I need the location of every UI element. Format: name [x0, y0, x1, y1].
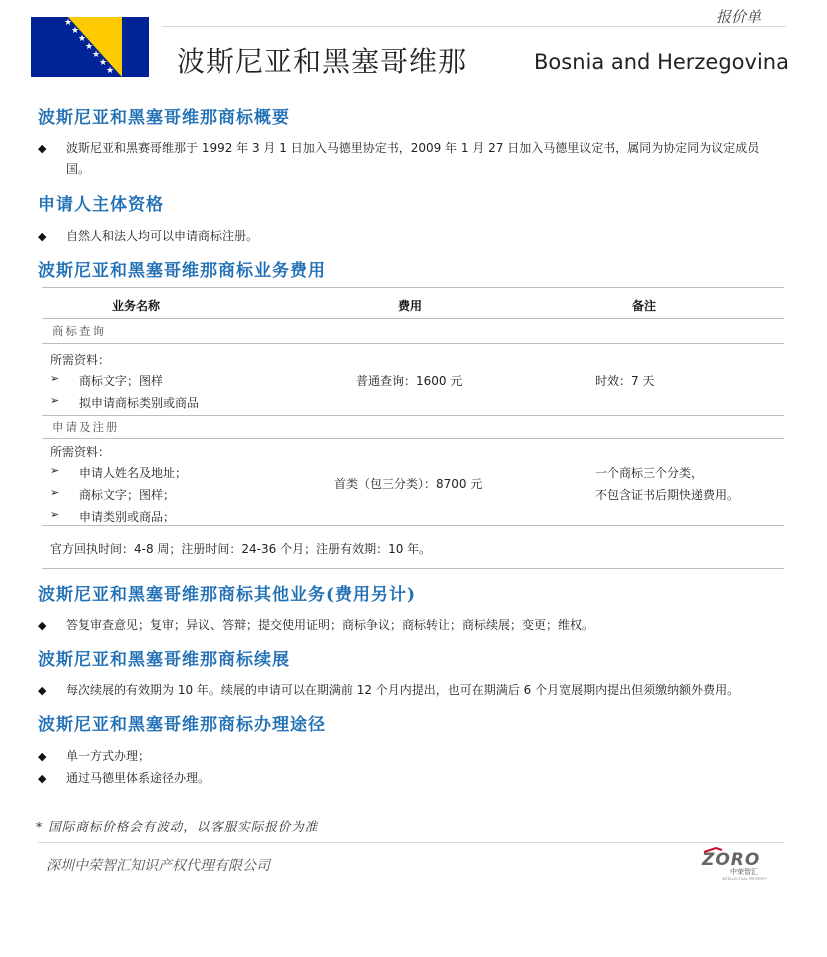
table-row-rule [42, 438, 784, 439]
diamond-bullet-icon: ◆ [38, 230, 47, 243]
section-heading-channels: 波斯尼亚和黑塞哥维那商标办理途径 [38, 715, 326, 735]
company-name: 深圳中荣智汇知识产权代理有限公司 [46, 858, 270, 874]
search-fee: 普通查询：1600 元 [356, 374, 463, 388]
registration-material-item: 申请类别或商品； [79, 510, 176, 524]
section-heading-eligibility: 申请人主体资格 [38, 195, 164, 215]
diamond-bullet-icon: ◆ [38, 142, 47, 155]
diamond-bullet-icon: ◆ [38, 750, 47, 763]
svg-text:★: ★ [71, 26, 80, 36]
eligibility-bullet [38, 226, 778, 247]
arrow-bullet-icon: ➢ [50, 486, 60, 499]
registration-remark-line1: 一个商标三个分类， [595, 466, 704, 480]
channel-bullet [38, 746, 778, 767]
overview-bullet [38, 138, 778, 180]
page-title-chinese: 波斯尼亚和黑塞哥维那 [177, 45, 468, 78]
column-header-fee: 费用 [398, 299, 423, 313]
svg-text:★: ★ [92, 50, 101, 60]
column-header-service: 业务名称 [112, 299, 161, 313]
arrow-bullet-icon: ➢ [50, 508, 60, 521]
registration-materials-label: 所需资料： [50, 445, 111, 459]
search-material-item: 商标文字；图样 [79, 374, 164, 388]
timeline-text: 官方回执时间：4-8 周；注册时间：24-36 个月；注册有效期：10 年。 [50, 542, 432, 556]
channel-bullet [38, 768, 778, 789]
header-divider [162, 26, 786, 27]
bosnia-flag-image [31, 17, 149, 77]
arrow-bullet-icon: ➢ [50, 372, 60, 385]
diamond-bullet-icon: ◆ [38, 684, 47, 697]
footer-divider [38, 842, 784, 843]
diamond-bullet-icon: ◆ [38, 772, 47, 785]
table-row-rule [42, 525, 784, 526]
svg-text:★: ★ [78, 34, 87, 44]
other-bullet [38, 615, 778, 636]
search-remark: 时效：7 天 [595, 374, 655, 388]
subhead-search: 商标查询 [52, 324, 106, 338]
section-heading-renewal: 波斯尼亚和黑塞哥维那商标续展 [38, 650, 290, 670]
arrow-bullet-icon: ➢ [50, 464, 60, 477]
other-text: 答复审查意见；复审；异议、答辩；提交使用证明；商标争议；商标转让；商标续展；变更；维权。 [66, 618, 595, 632]
table-bottom-rule [42, 568, 784, 569]
diamond-bullet-icon: ◆ [38, 619, 47, 632]
subhead-registration: 申请及注册 [52, 420, 120, 434]
svg-text:ZORO: ZORO [702, 850, 761, 870]
svg-text:★: ★ [99, 58, 108, 68]
table-header-rule [42, 318, 784, 319]
document-type-label: 报价单 [715, 8, 761, 26]
registration-fee: 首类（包三分类）：8700 元 [334, 477, 483, 491]
section-heading-overview: 波斯尼亚和黑塞哥维那商标概要 [38, 108, 290, 128]
section-heading-fees: 波斯尼亚和黑塞哥维那商标业务费用 [38, 261, 326, 281]
svg-text:★: ★ [85, 42, 94, 52]
overview-text-line1: 波斯尼亚和黑赛哥维那于 1992 年 3 月 1 日加入马德里协定书，2009 年 1 月 27 日加入马德里议定书，属同为协定同为议定成员 [66, 141, 760, 155]
registration-remark-line2: 不包含证书后期快递费用。 [595, 488, 740, 502]
registration-material-item: 申请人姓名及地址； [79, 466, 188, 480]
column-header-remark: 备注 [632, 299, 657, 313]
table-top-rule [42, 287, 784, 288]
channel-text: 通过马德里体系途径办理。 [66, 771, 211, 785]
section-heading-other: 波斯尼亚和黑塞哥维那商标其他业务(费用另计) [38, 585, 417, 605]
price-note: * 国际商标价格会有波动，以客服实际报价为准 [36, 819, 319, 834]
svg-text:★: ★ [106, 66, 115, 76]
svg-text:中荣智汇: 中荣智汇 [730, 868, 758, 876]
channel-text: 单一方式办理； [66, 749, 151, 763]
table-row-rule [42, 415, 784, 416]
overview-text-line2: 国。 [66, 162, 91, 176]
zoro-logo [700, 846, 780, 882]
search-materials-label: 所需资料： [50, 353, 111, 367]
eligibility-text: 自然人和法人均可以申请商标注册。 [66, 229, 259, 243]
table-row-rule [42, 343, 784, 344]
page-title-english: Bosnia and Herzegovina [534, 50, 789, 74]
search-material-item: 拟申请商标类别或商品 [79, 396, 200, 410]
renewal-bullet [38, 680, 778, 701]
renewal-text: 每次续展的有效期为 10 年。续展的申请可以在期满前 12 个月内提出，也可在期满后 6 个月宽展期内提出但须缴纳额外费用。 [66, 683, 740, 697]
svg-text:INTELLECTUAL PROPERTY: INTELLECTUAL PROPERTY [722, 877, 767, 881]
arrow-bullet-icon: ➢ [50, 394, 60, 407]
registration-material-item: 商标文字；图样； [79, 488, 176, 502]
svg-text:★: ★ [64, 18, 73, 28]
